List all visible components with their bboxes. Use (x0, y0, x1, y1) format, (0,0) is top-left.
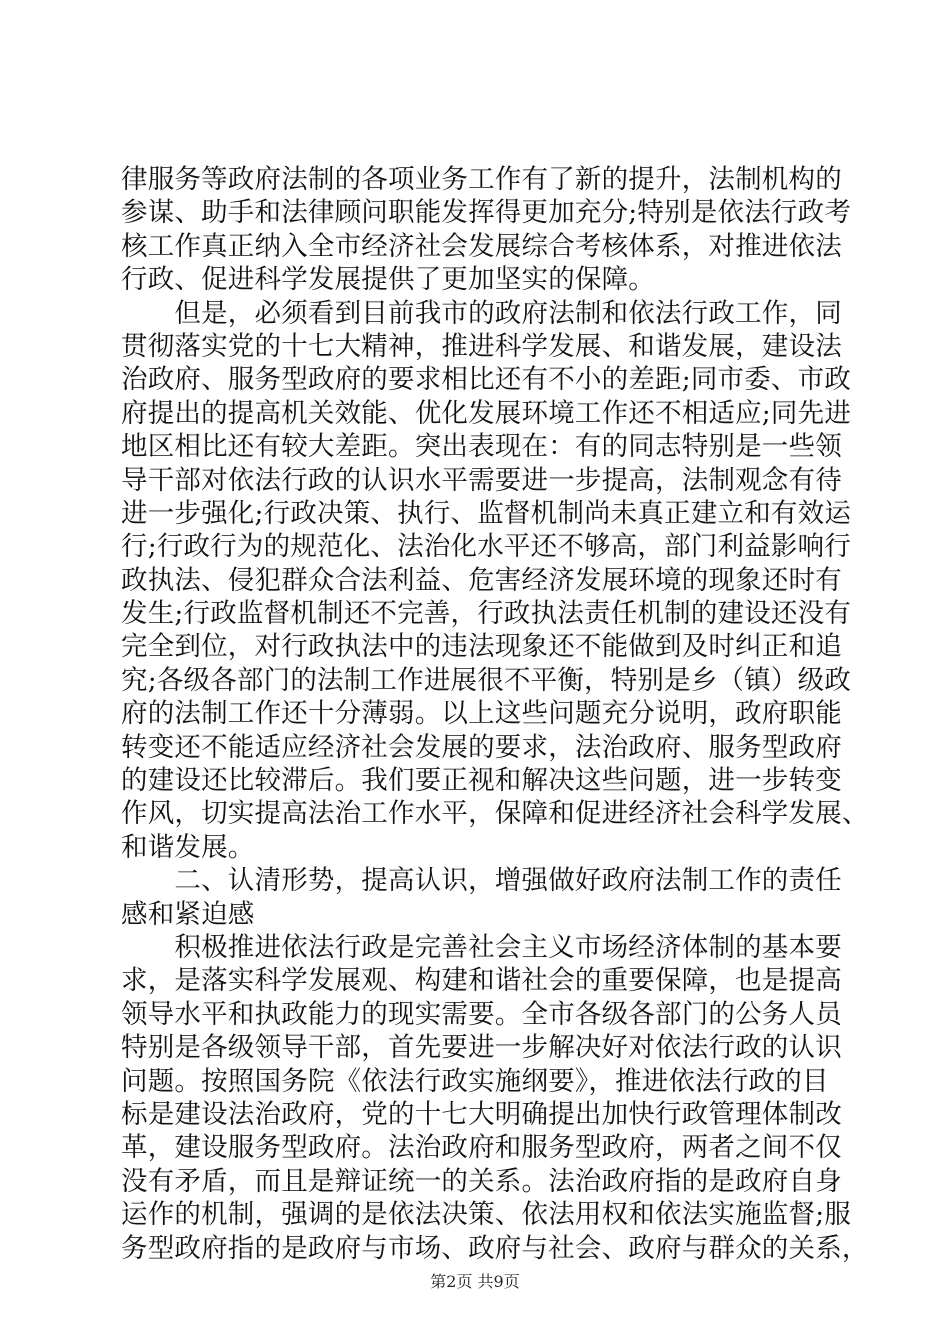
text-line: 政执法、侵犯群众合法利益、危害经济发展环境的现象还时有 (121, 564, 842, 596)
text-line: 行政、促进科学发展提供了更加坚实的保障。 (121, 264, 655, 296)
text-line: 的建设还比较滞后。我们要正视和解决这些问题，进一步转变 (121, 765, 842, 797)
text-line: 导干部对依法行政的认识水平需要进一步提高，法制观念有待 (121, 464, 842, 496)
text-line: 行;行政行为的规范化、法治化水平还不够高，部门利益影响行 (121, 531, 852, 563)
text-line: 运作的机制，强调的是依法决策、依法用权和依法实施监督;服 (121, 1199, 852, 1231)
text-line: 地区相比还有较大差距。突出表现在：有的同志特别是一些领 (121, 431, 842, 463)
text-line: 治政府、服务型政府的要求相比还有不小的差距;同市委、市政 (121, 364, 852, 396)
text-line: 二、认清形势，提高认识，增强做好政府法制工作的责任 (121, 865, 842, 897)
text-line: 参谋、助手和法律顾问职能发挥得更加充分;特别是依法行政考 (121, 197, 852, 229)
text-line: 府提出的提高机关效能、优化发展环境工作还不相适应;同先进 (121, 397, 852, 429)
text-line: 但是，必须看到目前我市的政府法制和依法行政工作，同 (121, 297, 842, 329)
text-line: 感和紧迫感 (121, 898, 255, 930)
text-line: 领导水平和执政能力的现实需要。全市各级各部门的公务人员 (121, 998, 842, 1030)
text-line: 府的法制工作还十分薄弱。以上这些问题充分说明，政府职能 (121, 698, 842, 730)
text-line: 发生;行政监督机制还不完善，行政执法责任机制的建设还没有 (121, 598, 852, 630)
text-line: 完全到位，对行政执法中的违法现象还不能做到及时纠正和追 (121, 631, 842, 663)
text-line: 积极推进依法行政是完善社会主义市场经济体制的基本要 (121, 931, 842, 963)
text-line: 律服务等政府法制的各项业务工作有了新的提升，法制机构的 (121, 164, 842, 195)
text-line: 作风，切实提高法治工作水平，保障和促进经济社会科学发展、 (121, 798, 869, 830)
text-line: 标是建设法治政府，党的十七大明确提出加快行政管理体制改 (121, 1098, 842, 1130)
text-line: 究;各级各部门的法制工作进展很不平衡，特别是乡（镇）级政 (121, 664, 852, 696)
body-text (121, 163, 869, 1265)
text-line: 务型政府指的是政府与市场、政府与社会、政府与群众的关系， (121, 1232, 869, 1264)
text-line: 核工作真正纳入全市经济社会发展综合考核体系，对推进依法 (121, 230, 842, 262)
text-line: 特别是各级领导干部，首先要进一步解决好对依法行政的认识 (121, 1032, 842, 1064)
text-line: 贯彻落实党的十七大精神，推进科学发展、和谐发展，建设法 (121, 330, 842, 362)
text-line: 和谐发展。 (121, 831, 255, 863)
text-line: 进一步强化;行政决策、执行、监督机制尚未真正建立和有效运 (121, 497, 852, 529)
page-footer: 第2页 共9页 (430, 1272, 520, 1291)
text-line: 求，是落实科学发展观、构建和谐社会的重要保障，也是提高 (121, 965, 842, 997)
text-line: 问题。按照国务院《依法行政实施纲要》，推进依法行政的目 (121, 1065, 829, 1097)
text-line: 没有矛盾，而且是辩证统一的关系。法治政府指的是政府自身 (121, 1165, 842, 1197)
text-line: 转变还不能适应经济社会发展的要求，法治政府、服务型政府 (121, 731, 842, 763)
text-line: 革，建设服务型政府。法治政府和服务型政府，两者之间不仅 (121, 1132, 842, 1164)
